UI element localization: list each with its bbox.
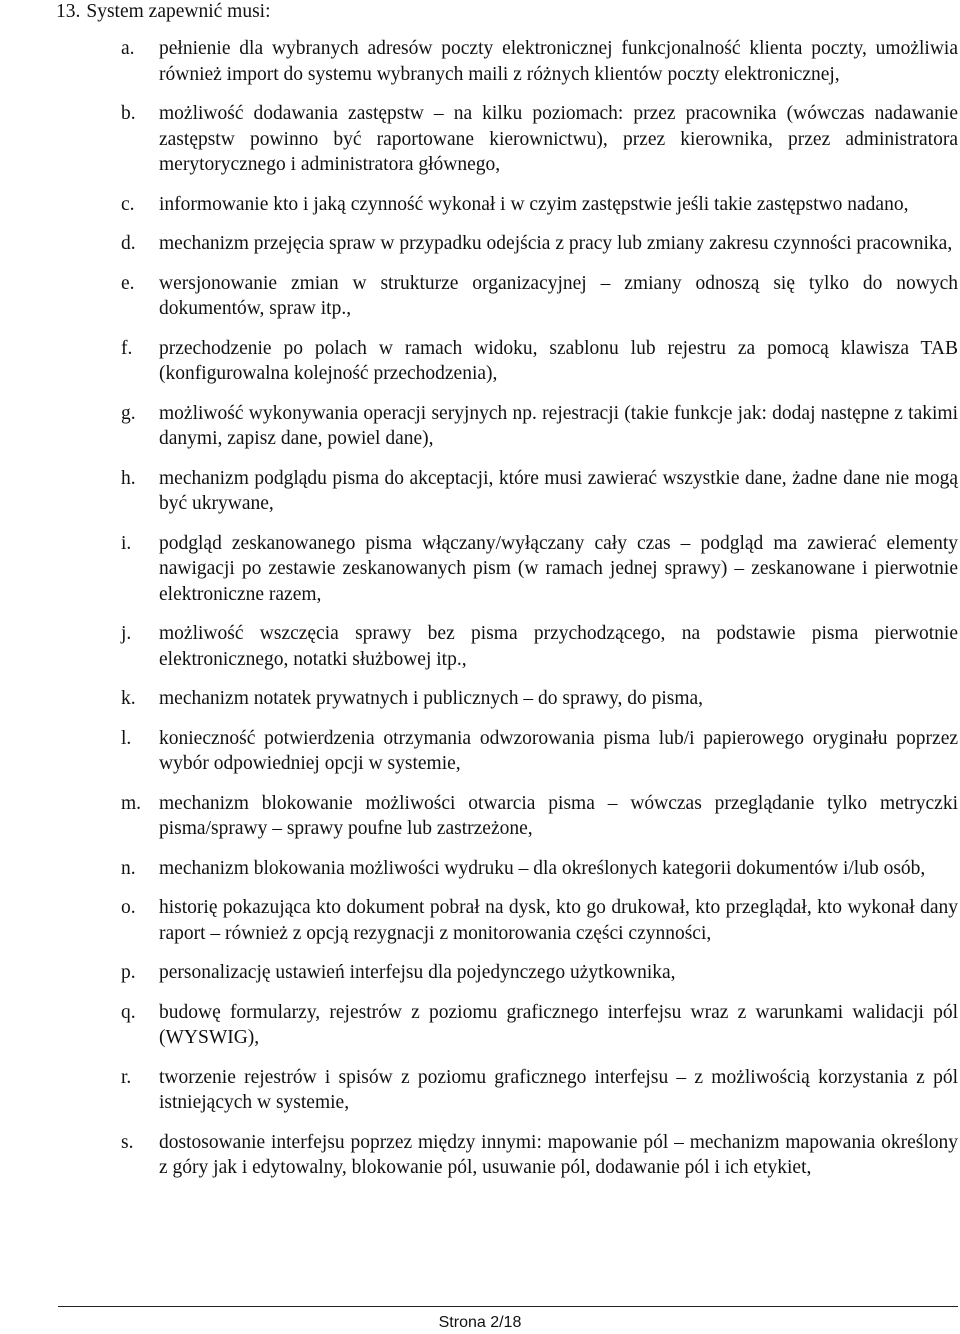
section-heading [56,0,271,24]
list-item-marker: m. [121,792,142,814]
list-item-marker: j. [121,623,132,644]
section-title: System zapewnić musi: [86,1,271,22]
section-number: 13. [56,1,81,22]
list-item [121,531,958,608]
list-item-marker: q. [121,1001,136,1023]
list-item [121,621,958,672]
footer-divider [58,1306,958,1307]
list-item-marker: h. [121,467,136,489]
list-item-marker: s. [121,1131,134,1153]
list-item-text: mechanizm blokowanie możliwości otwarcia pisma – wówczas przeglądanie tylko metryczki pisma/sprawy – sprawy poufne lub zastrzeżone, [159,792,958,839]
list-item-text: mechanizm podglądu pisma do akceptacji, które musi zawierać wszystkie dane, żadne dane nie mogą być ukrywane, [159,467,958,514]
list-item-marker: r. [121,1066,132,1088]
list-item-marker: g. [121,402,136,424]
list-item-marker: a. [121,38,135,59]
list-item [121,101,958,178]
list-item-marker: l. [121,727,132,749]
list-item [121,231,958,257]
list-item-marker: k. [121,688,136,709]
page-number: Strona 2/18 [438,1314,522,1331]
list-item [121,1065,958,1116]
list-item-text: budowę formularzy, rejestrów z poziomu graficznego interfejsu wraz z warunkami walidacji pól (WYSWIG), [159,1001,958,1048]
list-item [121,895,958,946]
list-item [121,726,958,777]
list-item-text: personalizację ustawień interfejsu dla pojedynczego użytkownika, [159,962,676,983]
list-item [121,856,958,882]
list-item-text: wersjonowanie zmian w strukturze organizacyjnej – zmiany odnoszą się tylko do nowych dokumentów, spraw itp., [159,272,958,319]
list-item-marker: n. [121,857,136,879]
list-item [121,686,958,712]
list-item-text: mechanizm blokowania możliwości wydruku – dla określonych kategorii dokumentów i/lub osób, [159,857,926,879]
list-item [121,1130,958,1181]
list-item-text: przechodzenie po polach w ramach widoku, szablonu lub rejestru za pomocą klawisza TAB (konfigurowalna kolejność przechodzenia), [159,337,958,384]
list-item [121,960,958,986]
list-item-text: pełnienie dla wybranych adresów poczty elektronicznej funkcjonalność klienta poczty, umożliwia również import do systemu wybranych maili z różnych klientów poczty elektronicznej, [159,38,958,85]
list-item-text: dostosowanie interfejsu poprzez między innymi: mapowanie pól – mechanizm mapowania określony z góry jak i edytowalny, blokowanie pól, usuwanie pól, dodawanie pól i ich etykiet, [159,1131,958,1178]
list-item-text: możliwość dodawania zastępstw – na kilku poziomach: przez pracownika (wówczas nadawanie zastępstw powinno być raportowane kierownictwu), przez kierownika, przez administratora merytorycznego i administratora głównego, [159,103,958,175]
requirements-list [121,36,958,1195]
list-item-text: historię pokazująca kto dokument pobrał na dysk, kto go drukował, kto przeglądał, kto wykonał dany raport – również z opcją rezygnacji z monitorowania części czynności, [159,897,958,944]
list-item-marker: p. [121,962,136,983]
list-item-marker: o. [121,897,136,918]
list-item-text: możliwość wykonywania operacji seryjnych np. rejestracji (takie funkcje jak: dodaj następne z takimi danymi, zapisz dane, powiel dane), [159,402,958,449]
list-item-marker: d. [121,233,136,254]
list-item-text: konieczność potwierdzenia otrzymania odwzorowania pisma lub/i papierowego oryginału poprzez wybór odpowiedniej opcji w systemie, [159,727,958,774]
list-item [121,336,958,387]
list-item-marker: e. [121,272,135,294]
list-item-text: możliwość wszczęcia sprawy bez pisma przychodzącego, na podstawie pisma pierwotnie elektronicznego, notatki służbowej itp., [159,623,958,670]
list-item-text: informowanie kto i jaką czynność wykonał i w czyim zastępstwie jeśli takie zastępstwo nadano, [159,193,909,215]
list-item [121,271,958,322]
list-item-text: tworzenie rejestrów i spisów z poziomu graficznego interfejsu – z możliwością korzystania z pól istniejących w systemie, [159,1066,958,1113]
list-item [121,1000,958,1051]
list-item-marker: f. [121,337,133,359]
list-item [121,36,958,87]
list-item [121,466,958,517]
list-item [121,791,958,842]
list-item [121,192,958,218]
list-item-text: mechanizm notatek prywatnych i publicznych – do sprawy, do pisma, [159,688,704,709]
list-item-text: podgląd zeskanowanego pisma włączany/wyłączany cały czas – podgląd ma zawierać elementy nawigacji po zestawie zeskanowanych pism (w ramach jednej sprawy) – zeskanowane i pierwotnie elektroniczne razem, [159,532,958,605]
list-item [121,401,958,452]
list-item-marker: b. [121,103,136,124]
list-item-marker: c. [121,193,135,215]
list-item-marker: i. [121,532,132,554]
list-item-text: mechanizm przejęcia spraw w przypadku odejścia z pracy lub zmiany zakresu czynności pracownika, [159,233,953,254]
